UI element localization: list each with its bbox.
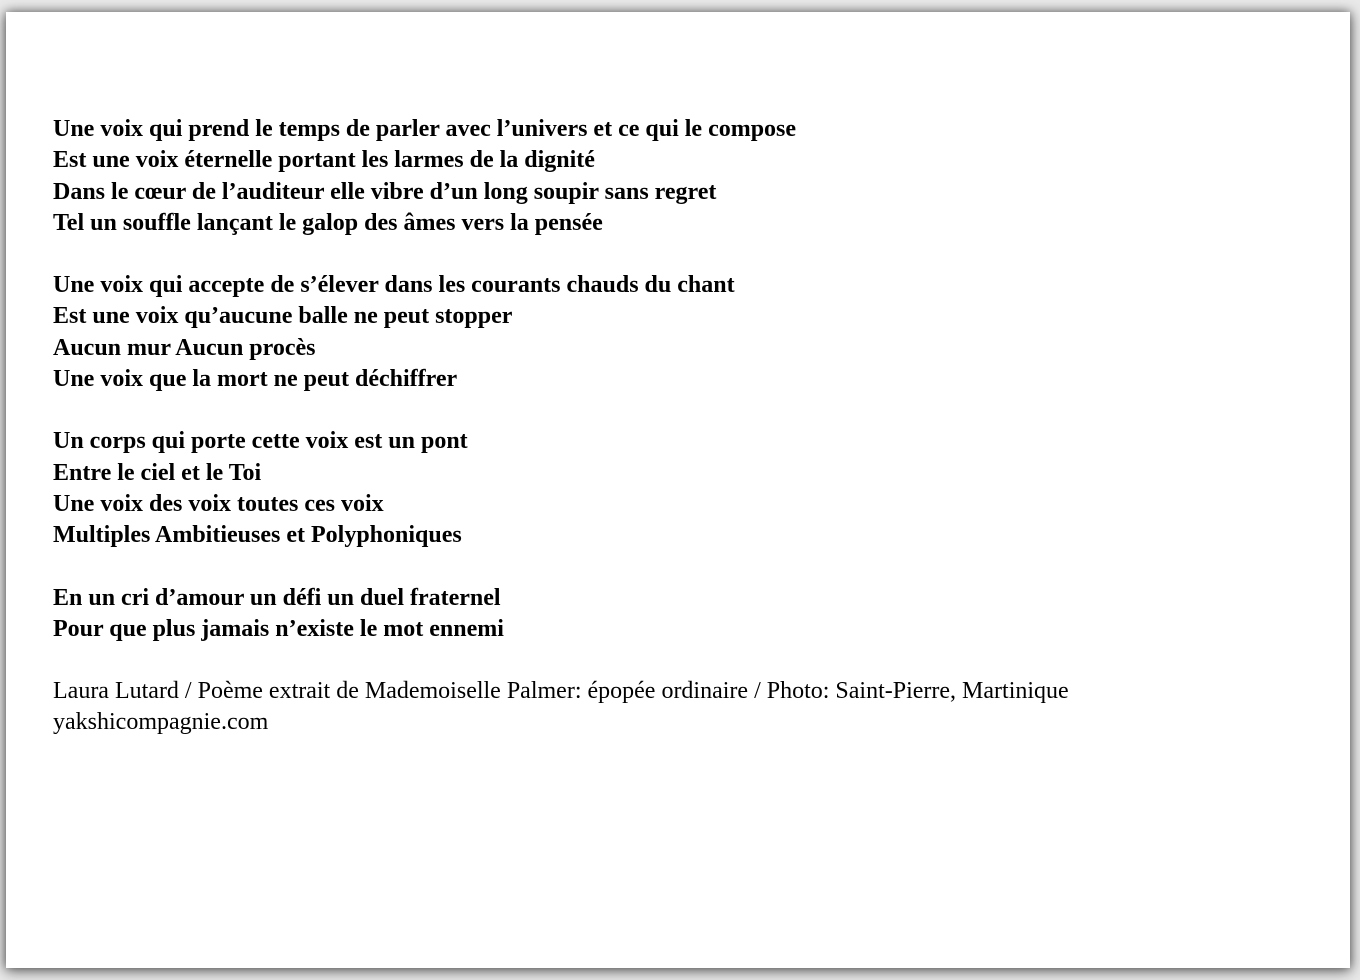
- poem-container: [53, 114, 1303, 739]
- poem-line: Une voix qui accepte de s’élever dans les courants chauds du chant: [53, 272, 735, 299]
- poem-line: En un cri d’amour un défi un duel fraternel: [53, 584, 501, 611]
- credit-line: Laura Lutard / Poème extrait de Mademoiselle Palmer: épopée ordinaire / Photo: Saint-Pierre, Martinique: [53, 678, 1069, 705]
- stanza-3: [53, 426, 1303, 551]
- poem-line: Tel un souffle lançant le galop des âmes vers la pensée: [53, 209, 603, 236]
- stanza-2: [53, 270, 1303, 395]
- poem-line: Entre le ciel et le Toi: [53, 459, 262, 486]
- poem-line: Une voix que la mort ne peut déchiffrer: [53, 366, 458, 393]
- stanza-1: [53, 114, 1303, 239]
- poem-line: Une voix qui prend le temps de parler avec l’univers et ce qui le compose: [53, 116, 797, 142]
- caption: [53, 676, 1303, 739]
- document-page: [6, 12, 1350, 968]
- stanza-4: [53, 583, 1303, 646]
- poem-line: Dans le cœur de l’auditeur elle vibre d’un long soupir sans regret: [53, 178, 717, 205]
- poem-line: Est une voix éternelle portant les larmes de la dignité: [53, 147, 595, 174]
- poem-line: Multiples Ambitieuses et Polyphoniques: [53, 522, 462, 549]
- website-line: yakshicompagnie.com: [53, 709, 269, 736]
- poem-line: Pour que plus jamais n’existe le mot ennemi: [53, 615, 504, 642]
- poem-line: Est une voix qu’aucune balle ne peut stopper: [53, 303, 513, 330]
- poem-line: Une voix des voix toutes ces voix: [53, 490, 384, 517]
- poem-line: Un corps qui porte cette voix est un pont: [53, 428, 468, 455]
- poem-line: Aucun mur Aucun procès: [53, 334, 316, 361]
